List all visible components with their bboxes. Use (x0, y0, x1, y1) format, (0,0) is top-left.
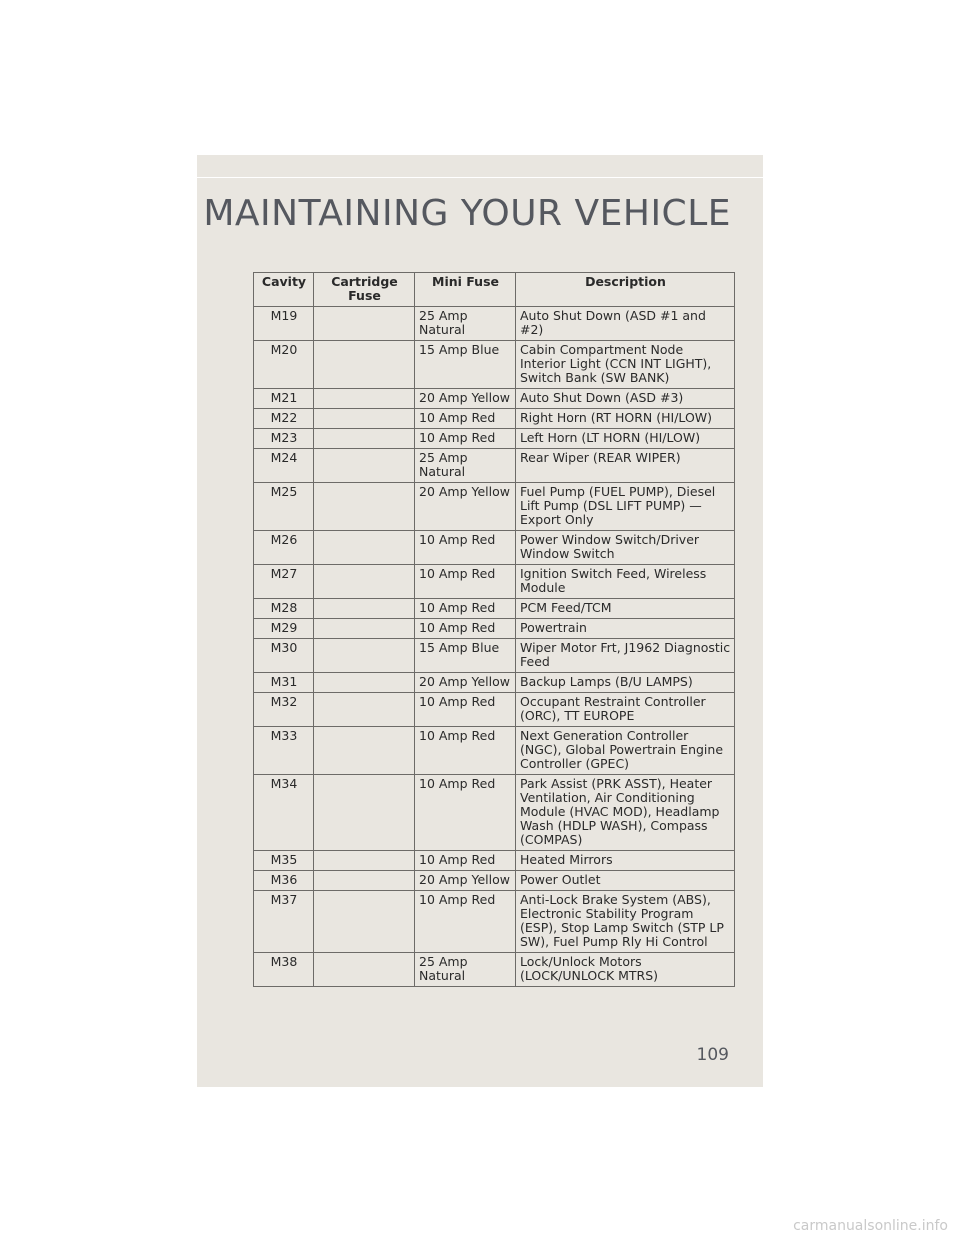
cell-mini-fuse: 20 Amp Yellow (415, 483, 516, 531)
cell-cavity: M32 (254, 693, 314, 727)
cell-cartridge-fuse (314, 449, 415, 483)
cell-description: Auto Shut Down (ASD #3) (516, 389, 735, 409)
cell-description: PCM Feed/TCM (516, 599, 735, 619)
table-row (254, 389, 735, 409)
manual-page (197, 155, 763, 1087)
cell-mini-fuse: 20 Amp Yellow (415, 871, 516, 891)
cell-mini-fuse: 10 Amp Red (415, 409, 516, 429)
column-header-description: Description (516, 273, 735, 307)
cell-cartridge-fuse (314, 693, 415, 727)
column-header-cartridge-fuse: Cartridge Fuse (314, 273, 415, 307)
cell-mini-fuse: 10 Amp Red (415, 565, 516, 599)
cell-mini-fuse: 10 Amp Red (415, 693, 516, 727)
cell-cavity: M23 (254, 429, 314, 449)
cell-cartridge-fuse (314, 727, 415, 775)
table-row (254, 891, 735, 953)
table-row (254, 449, 735, 483)
cell-mini-fuse: 10 Amp Red (415, 727, 516, 775)
table-row (254, 531, 735, 565)
cell-description: Ignition Switch Feed, Wireless Module (516, 565, 735, 599)
cell-description: Next Generation Controller (NGC), Global Powertrain Engine Controller (GPEC) (516, 727, 735, 775)
cell-cavity: M25 (254, 483, 314, 531)
table-row (254, 619, 735, 639)
page-number: 109 (696, 1045, 729, 1065)
section-title: MAINTAINING YOUR VEHICLE (203, 193, 731, 234)
table-row (254, 673, 735, 693)
cell-cartridge-fuse (314, 531, 415, 565)
cell-description: Heated Mirrors (516, 851, 735, 871)
cell-mini-fuse: 10 Amp Red (415, 891, 516, 953)
cell-cartridge-fuse (314, 307, 415, 341)
cell-cavity: M26 (254, 531, 314, 565)
table-row (254, 483, 735, 531)
cell-cartridge-fuse (314, 429, 415, 449)
cell-cavity: M31 (254, 673, 314, 693)
cell-cavity: M29 (254, 619, 314, 639)
header-divider (197, 177, 763, 178)
cell-cartridge-fuse (314, 775, 415, 851)
cell-description: Lock/Unlock Motors (LOCK/UNLOCK MTRS) (516, 953, 735, 987)
cell-cartridge-fuse (314, 409, 415, 429)
table-row (254, 639, 735, 673)
cell-cartridge-fuse (314, 851, 415, 871)
cell-description: Power Window Switch/Driver Window Switch (516, 531, 735, 565)
cell-mini-fuse: 10 Amp Red (415, 619, 516, 639)
cell-cartridge-fuse (314, 619, 415, 639)
cell-cavity: M38 (254, 953, 314, 987)
cell-description: Backup Lamps (B/U LAMPS) (516, 673, 735, 693)
cell-cavity: M27 (254, 565, 314, 599)
cell-cavity: M21 (254, 389, 314, 409)
cell-cartridge-fuse (314, 953, 415, 987)
cell-description: Wiper Motor Frt, J1962 Diagnostic Feed (516, 639, 735, 673)
cell-cartridge-fuse (314, 673, 415, 693)
cell-mini-fuse: 25 Amp Natural (415, 953, 516, 987)
column-header-mini-fuse: Mini Fuse (415, 273, 516, 307)
cell-cartridge-fuse (314, 891, 415, 953)
cell-description: Powertrain (516, 619, 735, 639)
cell-mini-fuse: 10 Amp Red (415, 775, 516, 851)
cell-cartridge-fuse (314, 599, 415, 619)
cell-description: Occupant Restraint Controller (ORC), TT EUROPE (516, 693, 735, 727)
cell-description: Rear Wiper (REAR WIPER) (516, 449, 735, 483)
cell-cavity: M30 (254, 639, 314, 673)
cell-cavity: M37 (254, 891, 314, 953)
cell-mini-fuse: 10 Amp Red (415, 531, 516, 565)
table-row (254, 953, 735, 987)
cell-description: Anti-Lock Brake System (ABS), Electronic Stability Program (ESP), Stop Lamp Switch (STP LP SW), Fuel Pump Rly Hi Control (516, 891, 735, 953)
cell-description: Left Horn (LT HORN (HI/LOW) (516, 429, 735, 449)
cell-description: Cabin Compartment Node Interior Light (CCN INT LIGHT), Switch Bank (SW BANK) (516, 341, 735, 389)
cell-cavity: M33 (254, 727, 314, 775)
cell-mini-fuse: 25 Amp Natural (415, 307, 516, 341)
fuse-table (253, 272, 735, 987)
cell-description: Park Assist (PRK ASST), Heater Ventilation, Air Conditioning Module (HVAC MOD), Headlamp Wash (HDLP WASH), Compass (COMPAS) (516, 775, 735, 851)
table-row (254, 693, 735, 727)
cell-cartridge-fuse (314, 871, 415, 891)
table-row (254, 727, 735, 775)
cell-mini-fuse: 10 Amp Red (415, 429, 516, 449)
table-header-row (254, 273, 735, 307)
cell-cavity: M35 (254, 851, 314, 871)
cell-mini-fuse: 20 Amp Yellow (415, 673, 516, 693)
cell-mini-fuse: 15 Amp Blue (415, 341, 516, 389)
cell-cavity: M34 (254, 775, 314, 851)
cell-description: Fuel Pump (FUEL PUMP), Diesel Lift Pump (DSL LIFT PUMP) — Export Only (516, 483, 735, 531)
cell-cavity: M24 (254, 449, 314, 483)
cell-mini-fuse: 25 Amp Natural (415, 449, 516, 483)
cell-cartridge-fuse (314, 639, 415, 673)
table-row (254, 599, 735, 619)
cell-cavity: M36 (254, 871, 314, 891)
table-row (254, 775, 735, 851)
fuse-table-body (254, 307, 735, 987)
cell-mini-fuse: 20 Amp Yellow (415, 389, 516, 409)
table-row (254, 851, 735, 871)
cell-description: Power Outlet (516, 871, 735, 891)
column-header-cavity: Cavity (254, 273, 314, 307)
cell-cavity: M19 (254, 307, 314, 341)
cell-mini-fuse: 10 Amp Red (415, 599, 516, 619)
cell-cavity: M22 (254, 409, 314, 429)
table-row (254, 429, 735, 449)
table-row (254, 565, 735, 599)
cell-description: Auto Shut Down (ASD #1 and #2) (516, 307, 735, 341)
cell-cartridge-fuse (314, 341, 415, 389)
cell-cartridge-fuse (314, 565, 415, 599)
table-row (254, 409, 735, 429)
watermark: carmanualsonline.info (793, 1218, 948, 1234)
table-row (254, 871, 735, 891)
cell-description: Right Horn (RT HORN (HI/LOW) (516, 409, 735, 429)
cell-mini-fuse: 15 Amp Blue (415, 639, 516, 673)
table-row (254, 341, 735, 389)
cell-mini-fuse: 10 Amp Red (415, 851, 516, 871)
cell-cavity: M20 (254, 341, 314, 389)
cell-cavity: M28 (254, 599, 314, 619)
table-row (254, 307, 735, 341)
cell-cartridge-fuse (314, 389, 415, 409)
cell-cartridge-fuse (314, 483, 415, 531)
